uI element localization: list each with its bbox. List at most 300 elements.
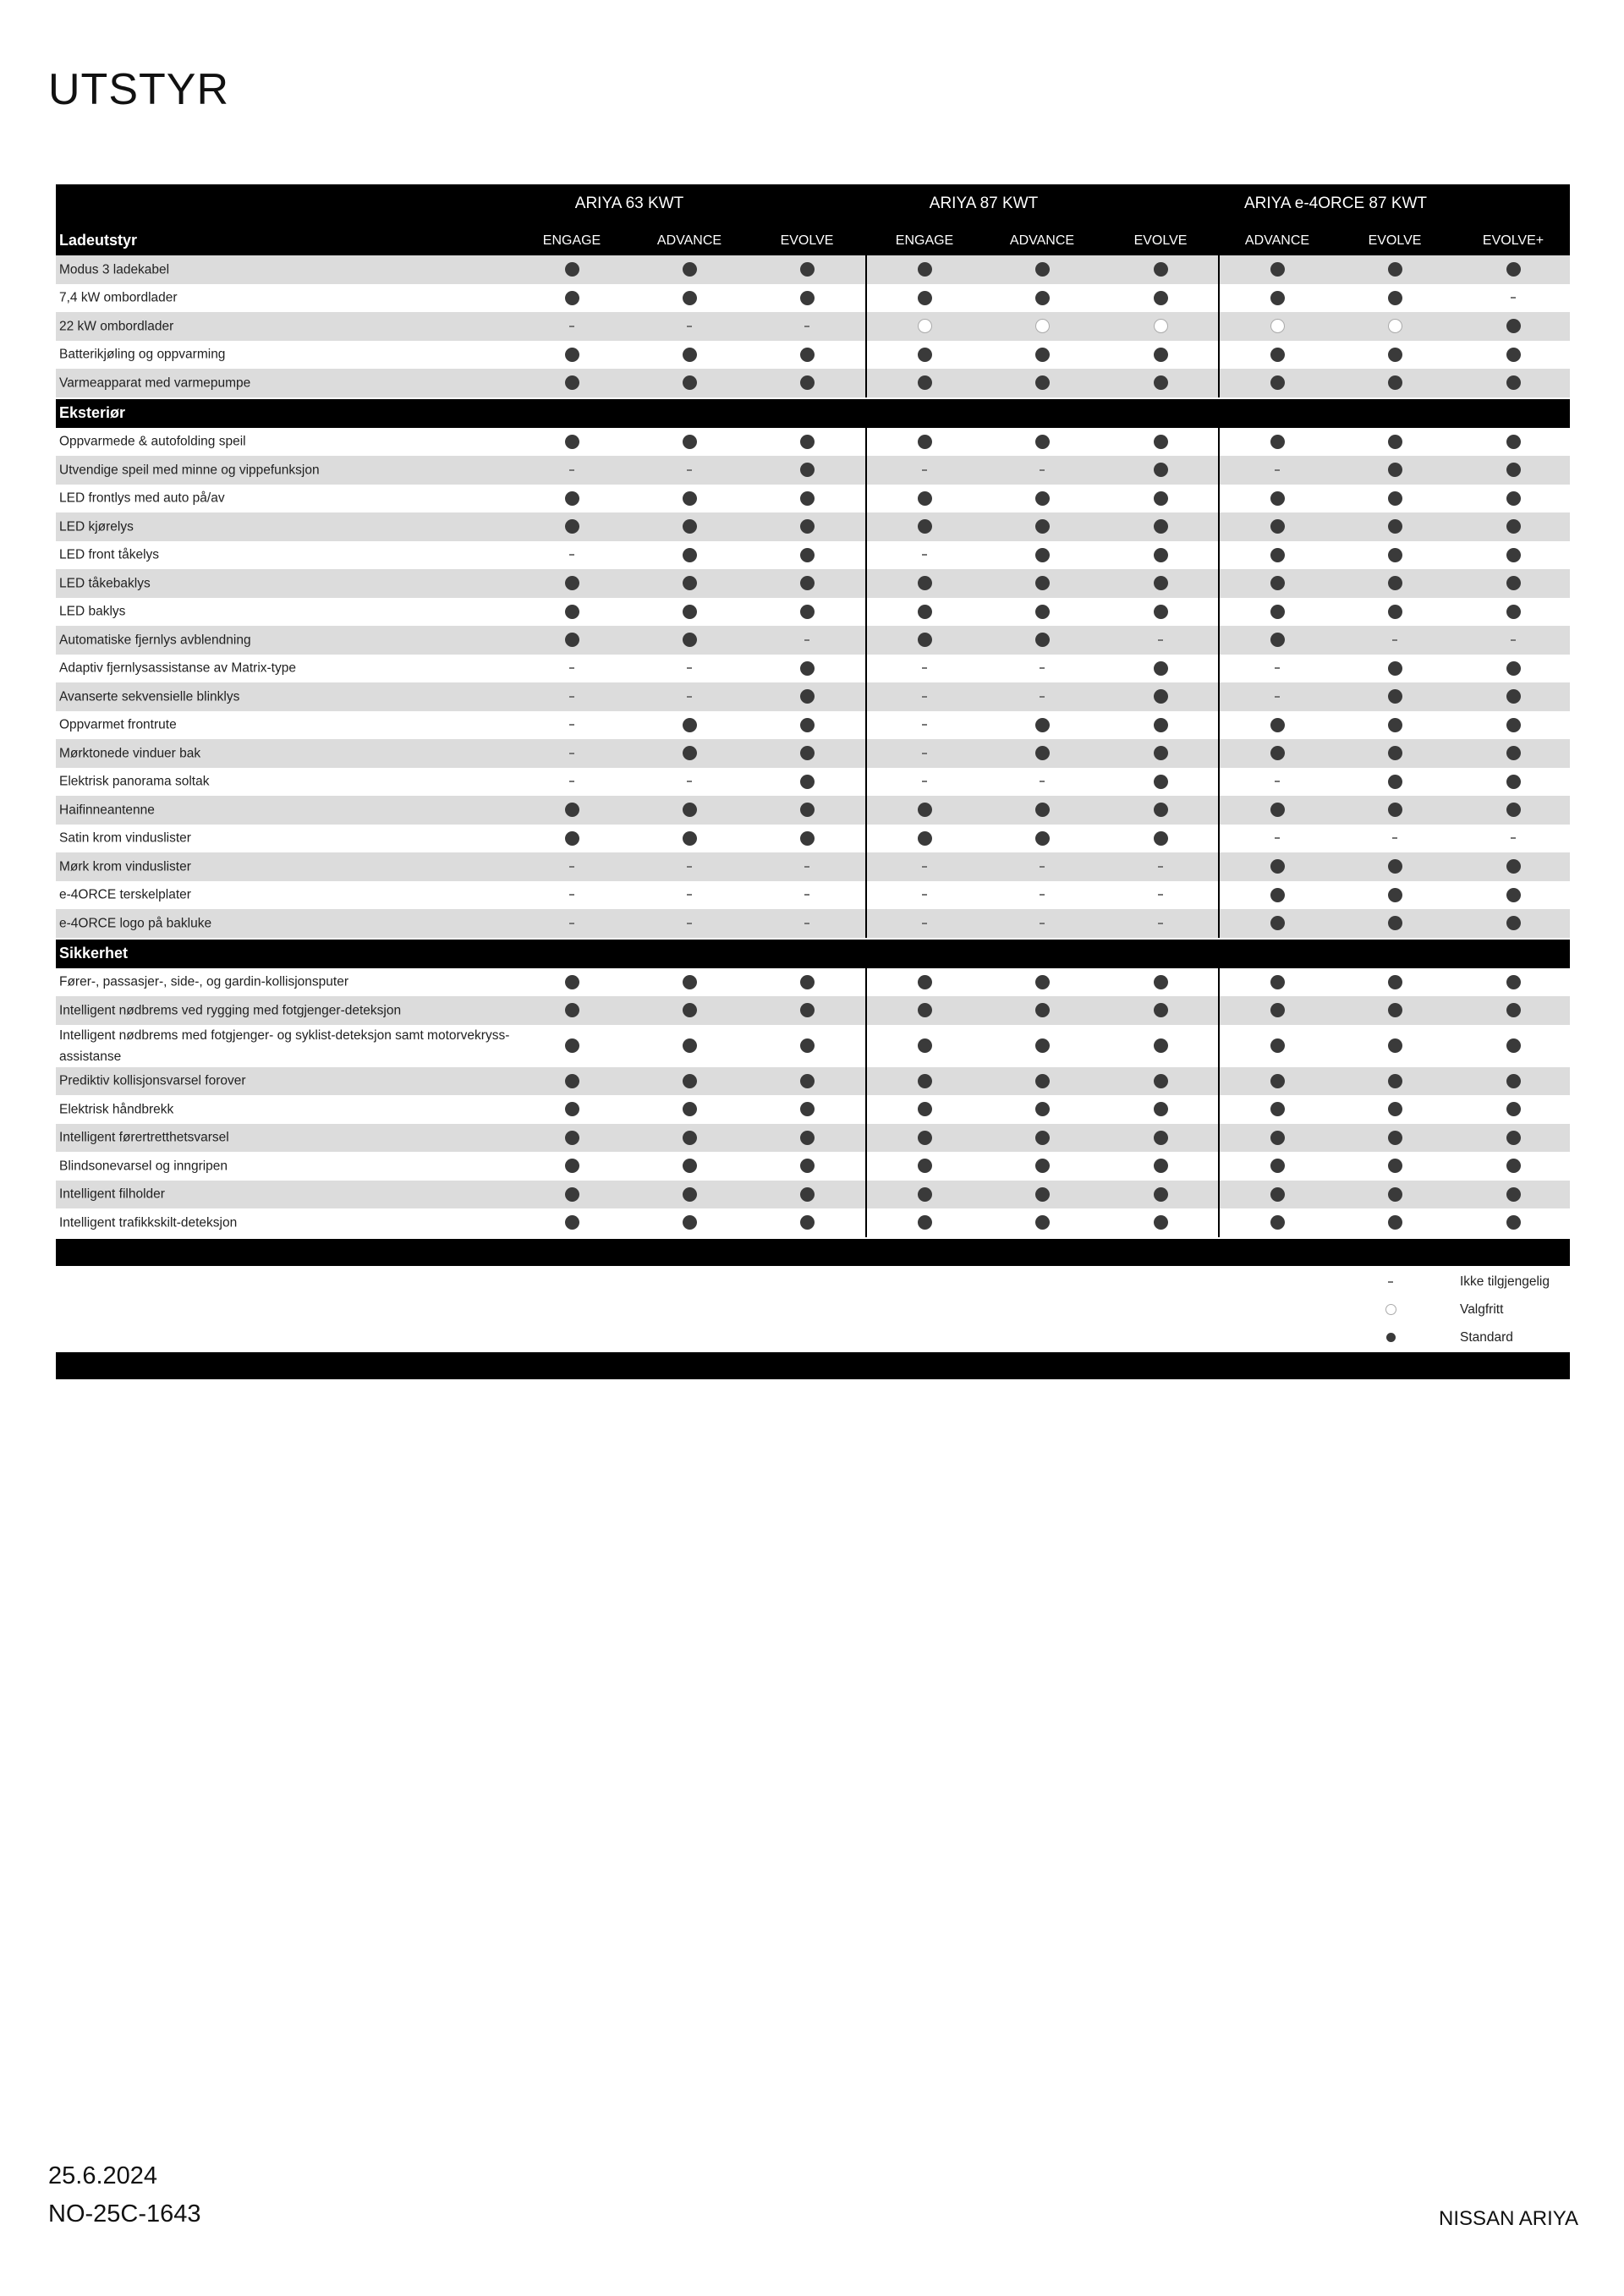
cell xyxy=(916,745,933,762)
cell xyxy=(1269,289,1286,306)
standard-dot-icon xyxy=(1388,1159,1402,1173)
cell xyxy=(563,261,580,278)
not-available-dash-icon xyxy=(1511,639,1516,641)
standard-dot-icon xyxy=(1506,319,1521,333)
standard-dot-icon xyxy=(1270,975,1285,989)
standard-dot-icon xyxy=(565,576,579,590)
not-available-dash-icon xyxy=(687,866,692,868)
cell xyxy=(563,802,580,819)
cell xyxy=(1386,716,1403,733)
cell xyxy=(1505,261,1522,278)
not-available-dash-icon xyxy=(1388,1281,1393,1283)
cell xyxy=(1269,518,1286,535)
cell xyxy=(1505,1129,1522,1146)
cell xyxy=(1034,518,1051,535)
not-available-dash-icon xyxy=(1511,297,1516,299)
cell xyxy=(1034,915,1051,932)
standard-dot-icon xyxy=(800,1159,815,1173)
cell xyxy=(1386,375,1403,392)
legend-label: Valgfritt xyxy=(1460,1301,1504,1317)
cell xyxy=(1269,375,1286,392)
standard-dot-icon xyxy=(918,1131,932,1145)
cell xyxy=(681,1186,698,1203)
standard-dot-icon xyxy=(918,831,932,846)
standard-dot-icon xyxy=(1154,491,1168,506)
standard-dot-icon xyxy=(1388,859,1402,874)
row-label: LED front tåkelys xyxy=(59,547,160,562)
cell xyxy=(798,375,815,392)
cell xyxy=(1505,858,1522,875)
legend-label: Standard xyxy=(1460,1329,1513,1345)
cell xyxy=(681,261,698,278)
cell xyxy=(1505,318,1522,335)
table-footer-bar xyxy=(56,1239,1570,1266)
row-label: Prediktiv kollisjonsvarsel forover xyxy=(59,1073,246,1088)
standard-dot-icon xyxy=(1035,803,1050,817)
not-available-dash-icon xyxy=(804,866,809,868)
not-available-dash-icon xyxy=(687,923,692,924)
cell xyxy=(681,632,698,649)
optional-circle-icon xyxy=(1270,319,1285,333)
standard-dot-icon xyxy=(1035,1102,1050,1116)
cell xyxy=(798,660,815,677)
cell xyxy=(1505,346,1522,363)
standard-dot-icon xyxy=(1270,1131,1285,1145)
row-label: Intelligent nødbrems med fotgjenger- og syklist-deteksjon samt motorvekryss-assistanse xyxy=(59,1027,510,1064)
standard-dot-icon xyxy=(565,803,579,817)
cell xyxy=(563,546,580,563)
standard-dot-icon xyxy=(1506,888,1521,902)
row-label: Utvendige speil med minne og vippefunksjon xyxy=(59,463,320,478)
not-available-dash-icon xyxy=(1275,667,1280,669)
standard-dot-icon xyxy=(1035,262,1050,277)
standard-dot-icon xyxy=(1154,605,1168,619)
cell xyxy=(916,462,933,479)
standard-dot-icon xyxy=(1035,746,1050,760)
cell xyxy=(563,1038,580,1055)
cell xyxy=(916,346,933,363)
standard-dot-icon xyxy=(1154,348,1168,362)
cell xyxy=(563,773,580,790)
cell xyxy=(1505,603,1522,620)
cell xyxy=(1386,546,1403,563)
table-row xyxy=(56,341,1570,370)
cell xyxy=(681,518,698,535)
not-available-dash-icon xyxy=(569,781,574,782)
cell xyxy=(1505,660,1522,677)
not-available-dash-icon xyxy=(922,781,927,782)
standard-dot-icon xyxy=(918,576,932,590)
standard-dot-icon xyxy=(918,262,932,277)
table-row xyxy=(56,682,1570,711)
standard-dot-icon xyxy=(800,975,815,989)
cell xyxy=(1152,289,1169,306)
standard-dot-icon xyxy=(683,375,697,390)
table-row xyxy=(56,1067,1570,1096)
not-available-dash-icon xyxy=(1040,696,1045,698)
standard-dot-icon xyxy=(683,1187,697,1202)
cell xyxy=(916,1214,933,1231)
cell xyxy=(1386,688,1403,705)
not-available-dash-icon xyxy=(569,667,574,669)
not-available-dash-icon xyxy=(922,894,927,896)
cell xyxy=(1034,886,1051,903)
standard-dot-icon xyxy=(1506,348,1521,362)
standard-dot-icon xyxy=(1506,661,1521,676)
cell xyxy=(1152,603,1169,620)
standard-dot-icon xyxy=(1506,916,1521,930)
cell xyxy=(1152,886,1169,903)
row-label: Satin krom vinduslister xyxy=(59,830,191,846)
standard-dot-icon xyxy=(1506,1187,1521,1202)
row-label: LED frontlys med auto på/av xyxy=(59,490,225,506)
standard-dot-icon xyxy=(1388,1102,1402,1116)
row-label: Varmeapparat med varmepumpe xyxy=(59,375,251,391)
cell xyxy=(1269,546,1286,563)
table-row xyxy=(56,569,1570,598)
standard-dot-icon xyxy=(1388,375,1402,390)
cell xyxy=(1152,575,1169,592)
not-available-dash-icon xyxy=(687,781,692,782)
cell xyxy=(1034,1101,1051,1118)
cell xyxy=(1269,1002,1286,1019)
cell xyxy=(1505,1072,1522,1089)
standard-dot-icon xyxy=(1388,975,1402,989)
not-available-dash-icon xyxy=(1040,781,1045,782)
standard-dot-icon xyxy=(683,291,697,305)
standard-dot-icon xyxy=(565,1038,579,1053)
cell xyxy=(681,433,698,450)
legend-item xyxy=(56,1297,1570,1323)
cell xyxy=(563,660,580,677)
row-label: Fører-, passasjer-, side-, og gardin-kollisjonsputer xyxy=(59,974,348,989)
cell xyxy=(1269,886,1286,903)
standard-dot-icon xyxy=(1506,519,1521,534)
standard-dot-icon xyxy=(918,1159,932,1173)
standard-dot-icon xyxy=(1506,718,1521,732)
row-label: Mørktonede vinduer bak xyxy=(59,746,201,761)
standard-dot-icon xyxy=(1506,435,1521,449)
cell xyxy=(1386,575,1403,592)
standard-dot-icon xyxy=(1388,1187,1402,1202)
standard-dot-icon xyxy=(1506,803,1521,817)
standard-dot-icon xyxy=(1506,491,1521,506)
standard-dot-icon xyxy=(683,605,697,619)
standard-dot-icon xyxy=(1154,1159,1168,1173)
model-header xyxy=(56,184,1570,227)
row-label: Blindsonevarsel og inngripen xyxy=(59,1159,228,1174)
table-row xyxy=(56,739,1570,768)
row-label: Oppvarmede & autofolding speil xyxy=(59,434,246,449)
section-rows xyxy=(56,428,1570,938)
cell xyxy=(1152,745,1169,762)
cell xyxy=(681,375,698,392)
cell xyxy=(1152,973,1169,990)
cell xyxy=(916,1038,933,1055)
standard-dot-icon xyxy=(800,1131,815,1145)
cell xyxy=(563,1214,580,1231)
standard-dot-icon xyxy=(683,746,697,760)
cell xyxy=(1269,1186,1286,1203)
standard-dot-icon xyxy=(565,491,579,506)
standard-dot-icon xyxy=(918,1102,932,1116)
trim-name: EVOLVE xyxy=(780,233,834,248)
cell xyxy=(1152,1158,1169,1175)
cell xyxy=(681,915,698,932)
standard-dot-icon xyxy=(1270,1003,1285,1017)
standard-dot-icon xyxy=(1388,291,1402,305)
cell xyxy=(1505,632,1522,649)
standard-dot-icon xyxy=(1154,775,1168,789)
cell xyxy=(1034,688,1051,705)
cell xyxy=(1505,1002,1522,1019)
standard-dot-icon xyxy=(1388,1131,1402,1145)
not-available-dash-icon xyxy=(922,923,927,924)
cell xyxy=(681,660,698,677)
cell xyxy=(1386,1158,1403,1175)
cell xyxy=(1034,261,1051,278)
cell xyxy=(681,745,698,762)
not-available-dash-icon xyxy=(1158,866,1163,868)
standard-dot-icon xyxy=(800,1074,815,1088)
cell xyxy=(916,433,933,450)
standard-dot-icon xyxy=(1154,1003,1168,1017)
table-row xyxy=(56,1025,1570,1067)
standard-dot-icon xyxy=(1506,262,1521,277)
standard-dot-icon xyxy=(1154,831,1168,846)
optional-circle-icon xyxy=(1385,1304,1396,1315)
standard-dot-icon xyxy=(800,262,815,277)
cell xyxy=(1152,802,1169,819)
standard-dot-icon xyxy=(1154,803,1168,817)
section-rows xyxy=(56,968,1570,1237)
cell xyxy=(1269,1038,1286,1055)
legend-label: Ikke tilgjengelig xyxy=(1460,1274,1550,1289)
column-divider xyxy=(865,255,867,397)
cell xyxy=(1386,1101,1403,1118)
cell xyxy=(1386,660,1403,677)
standard-dot-icon xyxy=(1388,1038,1402,1053)
cell xyxy=(1034,716,1051,733)
not-available-dash-icon xyxy=(569,696,574,698)
row-label: Avanserte sekvensielle blinklys xyxy=(59,689,240,704)
standard-dot-icon xyxy=(683,633,697,647)
cell xyxy=(1034,830,1051,847)
cell xyxy=(563,1101,580,1118)
cell xyxy=(1152,318,1169,335)
standard-dot-icon xyxy=(1506,975,1521,989)
standard-dot-icon xyxy=(1154,576,1168,590)
cell xyxy=(798,830,815,847)
standard-dot-icon xyxy=(1154,1131,1168,1145)
cell xyxy=(798,1186,815,1203)
row-label: Oppvarmet frontrute xyxy=(59,717,177,732)
legend-symbol xyxy=(1382,1329,1399,1346)
cell xyxy=(916,289,933,306)
cell xyxy=(1269,490,1286,507)
cell xyxy=(1386,830,1403,847)
cell xyxy=(1034,433,1051,450)
not-available-dash-icon xyxy=(569,753,574,754)
row-label: Intelligent trafikkskilt-deteksjon xyxy=(59,1215,238,1230)
cell xyxy=(1152,858,1169,875)
cell xyxy=(1152,688,1169,705)
standard-dot-icon xyxy=(1035,1159,1050,1173)
cell xyxy=(798,1002,815,1019)
standard-dot-icon xyxy=(1035,1131,1050,1145)
cell xyxy=(1386,1038,1403,1055)
cell xyxy=(916,660,933,677)
standard-dot-icon xyxy=(683,1074,697,1088)
cell xyxy=(681,289,698,306)
cell xyxy=(681,773,698,790)
standard-dot-icon xyxy=(1154,435,1168,449)
cell xyxy=(916,318,933,335)
cell xyxy=(1034,575,1051,592)
cell xyxy=(563,915,580,932)
standard-dot-icon xyxy=(1386,1333,1396,1342)
legend-bottom-bar xyxy=(56,1352,1570,1379)
standard-dot-icon xyxy=(1506,548,1521,562)
standard-dot-icon xyxy=(1270,916,1285,930)
standard-dot-icon xyxy=(683,262,697,277)
cell xyxy=(563,375,580,392)
not-available-dash-icon xyxy=(804,923,809,924)
row-label: Intelligent førertretthetsvarsel xyxy=(59,1130,229,1145)
standard-dot-icon xyxy=(683,1038,697,1053)
cell xyxy=(916,1072,933,1089)
row-label: Adaptiv fjernlysassistanse av Matrix-type xyxy=(59,660,296,676)
optional-circle-icon xyxy=(1388,319,1402,333)
not-available-dash-icon xyxy=(922,866,927,868)
not-available-dash-icon xyxy=(1275,696,1280,698)
cell xyxy=(681,546,698,563)
cell xyxy=(563,688,580,705)
cell xyxy=(1386,289,1403,306)
standard-dot-icon xyxy=(918,1074,932,1088)
not-available-dash-icon xyxy=(922,469,927,471)
row-label: Intelligent nødbrems ved rygging med fotgjenger-deteksjon xyxy=(59,1003,402,1018)
cell xyxy=(1505,575,1522,592)
cell xyxy=(1034,1038,1051,1055)
cell xyxy=(1386,490,1403,507)
standard-dot-icon xyxy=(565,975,579,989)
standard-dot-icon xyxy=(1154,746,1168,760)
not-available-dash-icon xyxy=(569,894,574,896)
cell xyxy=(1152,1101,1169,1118)
cell xyxy=(681,973,698,990)
cell xyxy=(1152,490,1169,507)
not-available-dash-icon xyxy=(804,326,809,327)
not-available-dash-icon xyxy=(1158,639,1163,641)
standard-dot-icon xyxy=(1506,1215,1521,1230)
cell xyxy=(1152,261,1169,278)
table-row xyxy=(56,626,1570,655)
standard-dot-icon xyxy=(918,291,932,305)
cell xyxy=(1269,915,1286,932)
model-name: ARIYA 87 KWT xyxy=(929,195,1039,212)
cell xyxy=(1505,830,1522,847)
not-available-dash-icon xyxy=(687,667,692,669)
trim-name: ENGAGE xyxy=(895,233,954,248)
cell xyxy=(1152,1072,1169,1089)
cell xyxy=(1152,632,1169,649)
standard-dot-icon xyxy=(1154,463,1168,477)
standard-dot-icon xyxy=(1035,605,1050,619)
table-row xyxy=(56,369,1570,397)
equipment-table xyxy=(56,184,1570,1379)
standard-dot-icon xyxy=(1035,975,1050,989)
table-row xyxy=(56,456,1570,485)
standard-dot-icon xyxy=(800,1102,815,1116)
cell xyxy=(1152,773,1169,790)
not-available-dash-icon xyxy=(687,894,692,896)
trim-name: EVOLVE xyxy=(1368,233,1422,248)
section-title: Sikkerhet xyxy=(59,944,129,962)
standard-dot-icon xyxy=(1035,291,1050,305)
row-label: e-4ORCE terskelplater xyxy=(59,887,191,902)
standard-dot-icon xyxy=(683,1131,697,1145)
standard-dot-icon xyxy=(1506,1159,1521,1173)
standard-dot-icon xyxy=(1270,291,1285,305)
standard-dot-icon xyxy=(1388,746,1402,760)
footer-code: NO-25C-1643 xyxy=(48,2200,201,2228)
cell xyxy=(1034,546,1051,563)
not-available-dash-icon xyxy=(922,696,927,698)
cell xyxy=(916,1129,933,1146)
cell xyxy=(798,1158,815,1175)
standard-dot-icon xyxy=(918,803,932,817)
standard-dot-icon xyxy=(1388,916,1402,930)
footer-date: 25.6.2024 xyxy=(48,2162,158,2189)
optional-circle-icon xyxy=(1035,319,1050,333)
table-row xyxy=(56,541,1570,570)
standard-dot-icon xyxy=(1388,775,1402,789)
cell xyxy=(1386,433,1403,450)
cell xyxy=(916,830,933,847)
standard-dot-icon xyxy=(800,746,815,760)
cell xyxy=(1386,318,1403,335)
cell xyxy=(1269,1214,1286,1231)
cell xyxy=(798,289,815,306)
standard-dot-icon xyxy=(800,689,815,704)
cell xyxy=(798,433,815,450)
cell xyxy=(681,830,698,847)
standard-dot-icon xyxy=(800,548,815,562)
cell xyxy=(681,688,698,705)
standard-dot-icon xyxy=(1388,435,1402,449)
cell xyxy=(1152,1002,1169,1019)
section-rows xyxy=(56,255,1570,397)
standard-dot-icon xyxy=(1388,1003,1402,1017)
not-available-dash-icon xyxy=(1040,894,1045,896)
row-label: Intelligent filholder xyxy=(59,1186,165,1202)
cell xyxy=(1505,433,1522,450)
row-label: Haifinneantenne xyxy=(59,803,155,818)
cell xyxy=(798,858,815,875)
cell xyxy=(1505,1186,1522,1203)
standard-dot-icon xyxy=(800,576,815,590)
cell xyxy=(916,802,933,819)
table-row xyxy=(56,1124,1570,1153)
cell xyxy=(1386,886,1403,903)
standard-dot-icon xyxy=(1154,718,1168,732)
cell xyxy=(1386,915,1403,932)
not-available-dash-icon xyxy=(922,724,927,726)
standard-dot-icon xyxy=(1035,1038,1050,1053)
model-name: ARIYA 63 KWT xyxy=(574,195,684,212)
not-available-dash-icon xyxy=(804,894,809,896)
